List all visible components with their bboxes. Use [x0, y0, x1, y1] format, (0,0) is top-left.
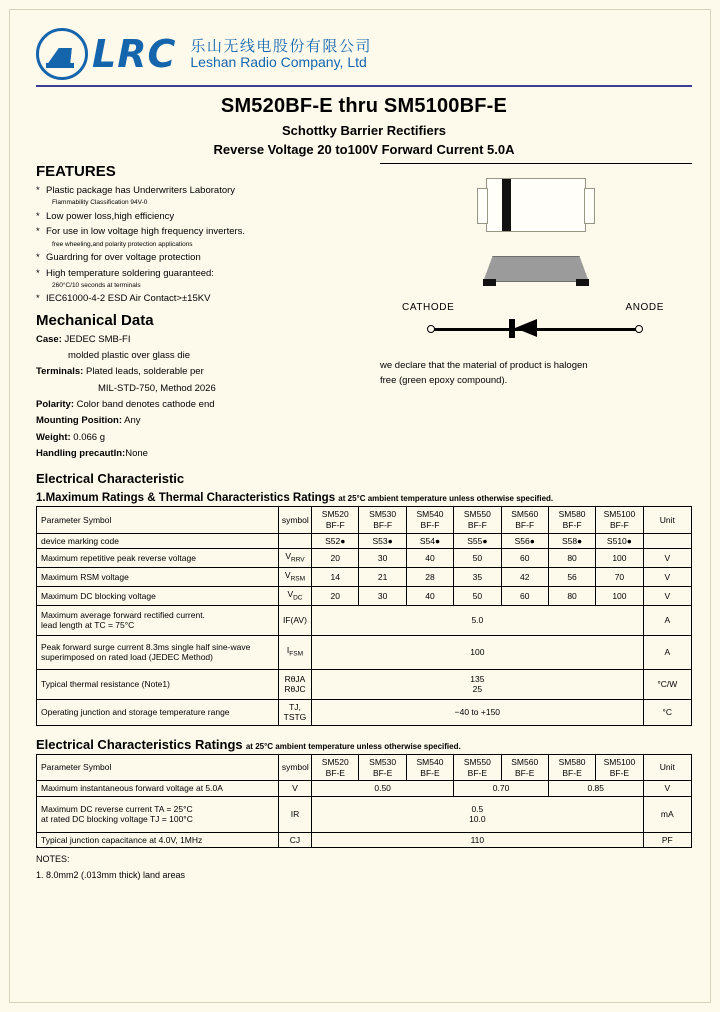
bullet-icon: * — [36, 185, 40, 196]
row-param: Maximum instantaneous forward voltage at 5.0A — [37, 781, 279, 797]
th-parameter: Parameter Symbol — [37, 754, 279, 780]
mech-case-row — [36, 332, 368, 348]
row-value: S53● — [359, 533, 406, 549]
feature-text: IEC61000-4-2 ESD Air Contact>±15KV — [46, 293, 211, 305]
th-part-3: SM550 BF-E — [454, 754, 501, 780]
feature-item — [36, 291, 368, 306]
row-param: Maximum DC reverse current TA = 25°C at rated DC blocking voltage TJ = 100°C — [37, 796, 279, 832]
row-param: device marking code — [37, 533, 279, 549]
mech-terminals-value: Plated leads, solderable per — [85, 366, 204, 378]
feature-item — [36, 266, 368, 281]
feature-subtext: free wheeling,and polarity protection applications — [52, 240, 193, 248]
cathode-band — [502, 179, 511, 231]
max-ratings-table — [36, 506, 692, 726]
row-unit: °C/W — [643, 669, 691, 699]
mech-mounting-value: Any — [124, 415, 141, 427]
row-value: 42 — [501, 568, 548, 587]
diode-triangle — [515, 319, 537, 337]
row-value: S58● — [548, 533, 595, 549]
mech-polarity-value: Color band denotes cathode end — [76, 399, 215, 411]
row-value: 40 — [406, 586, 453, 605]
cathode-label: CATHODE — [402, 302, 455, 313]
row-value: 70 — [596, 568, 643, 587]
mech-handling-row — [36, 446, 368, 462]
diode-terminal-left — [427, 325, 435, 333]
mech-case-value: JEDEC SMB-FI — [64, 333, 131, 345]
feature-item — [36, 224, 368, 239]
th-part-1: SM530 BF-F — [359, 507, 406, 533]
row-symbol: RθJA RθJC — [278, 669, 311, 699]
part-rating-line: Reverse Voltage 20 to100V Forward Current 5.0A — [213, 142, 515, 157]
row-value: 80 — [548, 586, 595, 605]
title-block — [36, 95, 692, 157]
row-unit: mA — [643, 796, 691, 832]
mech-polarity-label: Polarity: — [36, 399, 75, 411]
row-symbol: TJ, TSTG — [278, 699, 311, 725]
th-part-5: SM580 BF-F — [548, 507, 595, 533]
th-part-4: SM560 BF-E — [501, 754, 548, 780]
row-unit: V — [643, 586, 691, 605]
row-symbol — [278, 533, 311, 549]
row-value: 30 — [359, 586, 406, 605]
th-symbol: symbol — [278, 507, 311, 533]
row-value: 80 — [548, 549, 595, 568]
note-item: 1. 8.0mm2 (.013mm thick) land areas — [36, 869, 186, 880]
th-part-2: SM540 BF-E — [406, 754, 453, 780]
row-value: 100 — [596, 549, 643, 568]
halogen-note-line1: we declare that the material of product is halogen — [380, 360, 588, 371]
th-part-3: SM550 BF-F — [454, 507, 501, 533]
mechanical-heading: Mechanical Data — [36, 311, 154, 329]
feature-text: Plastic package has Underwriters Laboratory — [46, 185, 236, 196]
mech-mounting-label: Mounting Position: — [36, 415, 123, 427]
row-group-value: 0.50 — [312, 781, 454, 797]
electrical-characteristics-table — [36, 754, 692, 849]
table1-title: 1.Maximum Ratings & Thermal Characteristics Ratings — [36, 492, 336, 505]
row-param: Operating junction and storage temperature range — [37, 699, 279, 725]
mech-weight-label: Weight: — [36, 431, 71, 443]
table-row — [37, 832, 692, 848]
mechanical-list — [36, 332, 368, 463]
row-value: S510● — [596, 533, 643, 549]
row-symbol: IF(AV) — [278, 605, 311, 635]
header-rule — [36, 85, 692, 87]
row-symbol: $V_{RRV}$ — [278, 549, 311, 568]
row-unit: A — [643, 605, 691, 635]
mech-case-label: Case: — [36, 333, 62, 345]
feature-subtext: 260°C/10 seconds at terminals — [52, 281, 141, 289]
th-parameter: Parameter Symbol — [37, 507, 279, 533]
row-value: 60 — [501, 549, 548, 568]
th-unit: Unit — [643, 754, 691, 780]
table-row — [37, 781, 692, 797]
row-unit — [643, 533, 691, 549]
row-value: 35 — [454, 568, 501, 587]
mech-weight-row — [36, 430, 368, 446]
package-body — [483, 256, 589, 282]
th-part-2: SM540 BF-F — [406, 507, 453, 533]
row-symbol: $V_{DC}$ — [278, 586, 311, 605]
row-param: Typical junction capacitance at 4.0V, 1MHz — [37, 832, 279, 848]
table2-title-note: at 25°C ambient temperature unless otherwise specified. — [245, 741, 461, 751]
notes-block — [36, 852, 692, 883]
row-symbol: IR — [278, 796, 311, 832]
row-group-value: 0.85 — [548, 781, 643, 797]
row-merged-value: 110 — [312, 832, 644, 848]
feature-subtext: Flammability Classification 94V-0 — [52, 199, 148, 207]
mech-polarity-row — [36, 397, 368, 413]
bullet-icon: * — [36, 252, 40, 264]
row-value: 20 — [312, 549, 359, 568]
page-header — [36, 26, 692, 82]
bullet-icon: * — [36, 293, 40, 305]
bullet-icon: * — [36, 226, 40, 238]
table-header-row — [37, 754, 692, 780]
feature-text: Low power loss,high efficiency — [46, 210, 175, 222]
row-unit: °C — [643, 699, 691, 725]
row-value: S52● — [312, 533, 359, 549]
halogen-note — [380, 358, 692, 388]
row-symbol: V — [278, 781, 311, 797]
th-unit: Unit — [643, 507, 691, 533]
feature-text: Guardring for over voltage protection — [46, 252, 201, 264]
company-name-en: Leshan Radio Company, Ltd — [190, 53, 367, 70]
company-names — [190, 38, 372, 70]
diode-symbol-icon — [430, 320, 640, 338]
feature-text: High temperature soldering guaranteed: — [46, 267, 214, 279]
row-value: S55● — [454, 533, 501, 549]
row-symbol: $V_{RSM}$ — [278, 568, 311, 587]
table2-title: Electrical Characteristics Ratings — [36, 736, 243, 752]
logo-wordmark: LRC — [92, 32, 177, 76]
feature-item — [36, 183, 368, 198]
table-row — [37, 605, 692, 635]
package-lead-left — [477, 188, 488, 224]
row-value: 40 — [406, 549, 453, 568]
row-value: 21 — [359, 568, 406, 587]
bullet-icon: * — [36, 210, 40, 222]
row-value: 30 — [359, 549, 406, 568]
row-unit: V — [643, 568, 691, 587]
row-unit: V — [643, 549, 691, 568]
row-param: Maximum repetitive peak reverse voltage — [37, 549, 279, 568]
row-symbol: $I_{FSM}$ — [278, 635, 311, 669]
row-unit: V — [643, 781, 691, 797]
mech-case-value2: molded plastic over glass die — [68, 350, 190, 362]
mech-mounting-row — [36, 413, 368, 429]
table1-title-note: at 25°C ambient temperature unless otherwise specified. — [338, 494, 554, 504]
row-symbol: CJ — [278, 832, 311, 848]
th-part-6: SM5100 BF-F — [596, 507, 643, 533]
row-merged-value: −40 to +150 — [312, 699, 644, 725]
table1-title-row — [36, 492, 692, 504]
th-part-0: SM520 BF-F — [312, 507, 359, 533]
row-value: 20 — [312, 586, 359, 605]
package-lead-right — [584, 188, 595, 224]
table-row — [37, 796, 692, 832]
row-value: 28 — [406, 568, 453, 587]
row-unit: PF — [643, 832, 691, 848]
mech-handling-value: None — [125, 448, 148, 460]
table-row — [37, 586, 692, 605]
row-param: Typical thermal resistance (Note1) — [37, 669, 279, 699]
electrical-heading: Electrical Characteristic — [36, 471, 185, 487]
row-merged-value: 0.5 10.0 — [312, 796, 644, 832]
company-name-cn: 乐山无线电股份有限公司 — [190, 36, 372, 55]
bullet-icon: * — [36, 267, 40, 279]
table-row — [37, 669, 692, 699]
row-value: S54● — [406, 533, 453, 549]
feature-text: For use in low voltage high frequency inverters. — [46, 226, 246, 238]
mech-terminals-label: Terminals: — [36, 366, 84, 378]
feature-item — [36, 209, 368, 224]
row-value: 50 — [454, 549, 501, 568]
row-value: 60 — [501, 586, 548, 605]
row-param: Maximum average forward rectified current. lead length at TC = 75°C — [37, 605, 279, 635]
package-top-view — [486, 178, 586, 232]
row-unit: A — [643, 635, 691, 669]
row-merged-value: 100 — [312, 635, 644, 669]
row-value: 50 — [454, 586, 501, 605]
feature-item — [36, 250, 368, 265]
package-foot-left — [483, 279, 496, 286]
table-row — [37, 699, 692, 725]
halogen-note-line2: free (green epoxy compound). — [380, 375, 508, 387]
diode-symbol-group — [380, 302, 692, 342]
row-value: 14 — [312, 568, 359, 587]
mech-handling-label: Handling precautIn: — [36, 448, 126, 460]
th-part-5: SM580 BF-E — [548, 754, 595, 780]
table-row — [37, 549, 692, 568]
th-symbol: symbol — [278, 754, 311, 780]
table-header-row — [37, 507, 692, 533]
features-list — [36, 183, 368, 307]
table-row — [37, 533, 692, 549]
row-param: Peak forward surge current 8.3ms single half sine-wave superimposed on rated load (JEDEC Method) — [37, 635, 279, 669]
th-part-6: SM5100 BF-E — [596, 754, 643, 780]
row-merged-value: 5.0 — [312, 605, 644, 635]
row-value: 56 — [548, 568, 595, 587]
row-value: S56● — [501, 533, 548, 549]
mech-terminals-value2: MIL-STD-750, Method 2026 — [98, 382, 216, 394]
package-foot-right — [576, 279, 589, 286]
part-subtitle: Schottky Barrier Rectifiers — [281, 123, 446, 138]
th-part-4: SM560 BF-F — [501, 507, 548, 533]
mech-weight-value: 0.066 g — [73, 431, 105, 443]
part-title: SM520BF-E thru SM5100BF-E — [220, 95, 508, 117]
diode-terminal-right — [635, 325, 643, 333]
lrc-logo-icon — [36, 28, 88, 80]
th-part-1: SM530 BF-E — [359, 754, 406, 780]
row-group-value: 0.70 — [454, 781, 549, 797]
row-param: Maximum RSM voltage — [37, 568, 279, 587]
anode-label: ANODE — [625, 302, 664, 313]
row-merged-value: 135 25 — [312, 669, 644, 699]
notes-heading: NOTES: — [36, 854, 70, 865]
th-part-0: SM520 BF-E — [312, 754, 359, 780]
row-param: Maximum DC blocking voltage — [37, 586, 279, 605]
row-value: 100 — [596, 586, 643, 605]
table2-title-row — [36, 737, 692, 752]
table-row — [37, 568, 692, 587]
package-side-view — [483, 256, 589, 286]
package-drawing — [380, 163, 692, 346]
features-heading: FEATURES — [36, 163, 116, 180]
mech-terminals-row — [36, 364, 368, 380]
table-row — [37, 635, 692, 669]
